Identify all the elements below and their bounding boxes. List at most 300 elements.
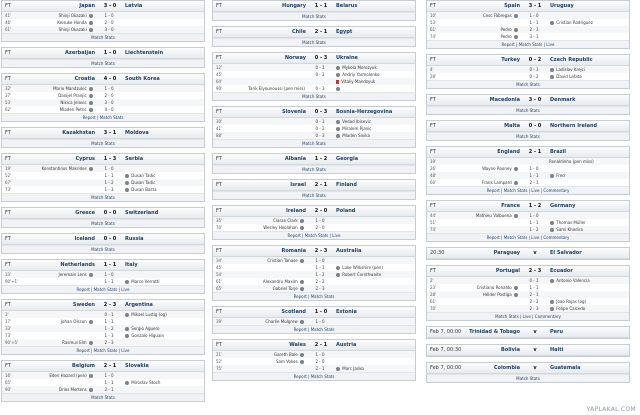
away-player-name: Vitaliy Mandzyuk — [341, 79, 376, 84]
away-team[interactable]: Switzerland — [125, 210, 159, 216]
away-team[interactable]: Uruguay — [550, 3, 574, 9]
match-header[interactable] — [2, 48, 204, 59]
event-row — [2, 332, 204, 339]
match-header[interactable] — [213, 107, 415, 118]
away-team[interactable]: Moldova — [125, 130, 149, 136]
match-header[interactable] — [427, 121, 629, 132]
home-team[interactable]: Israel — [290, 182, 306, 188]
away-team[interactable]: Georgia — [336, 156, 359, 162]
match-status: FT — [216, 182, 222, 188]
match-card — [1, 47, 205, 68]
away-player — [124, 186, 201, 193]
match-links[interactable]: Report | Match Stats | Live — [2, 346, 204, 354]
event-score: 1 - 1 — [529, 173, 539, 178]
away-player-name: Marco Verratti — [131, 279, 160, 284]
home-player-name: Hélder Postiga — [482, 292, 512, 297]
match-header[interactable] — [2, 234, 204, 245]
ball-icon — [300, 360, 304, 364]
event-minute: 64' — [216, 79, 223, 84]
home-team[interactable]: Malta — [504, 123, 520, 129]
home-team[interactable]: Scotland — [281, 309, 306, 315]
event-minute: 74' — [430, 34, 437, 39]
event-score: 1 - 0 — [529, 213, 539, 218]
event-minute: 52' — [216, 359, 223, 364]
match-header[interactable] — [2, 361, 204, 372]
event-row — [213, 78, 415, 85]
home-team[interactable]: England — [497, 149, 520, 155]
home-player — [442, 12, 519, 19]
home-player — [17, 339, 94, 346]
away-team[interactable]: Ecuador — [550, 268, 573, 274]
away-team[interactable]: Argentina — [125, 302, 153, 308]
home-player — [442, 291, 519, 298]
away-team[interactable]: Peru — [550, 329, 564, 335]
event-minute: 70' — [430, 306, 437, 311]
home-team[interactable]: Slovenia — [281, 109, 306, 115]
away-player-name: Sergio Aguero — [131, 326, 160, 331]
ball-icon — [550, 300, 554, 304]
event-score: 0 - 2 — [315, 126, 325, 131]
event-minute: 70' — [216, 225, 223, 230]
event-minute: 61' — [430, 299, 437, 304]
match-links[interactable]: Match Stats — [213, 92, 415, 100]
event-score: 1 - 0 — [315, 319, 325, 324]
match-links[interactable]: Report | Match Stats — [213, 372, 415, 380]
away-team[interactable]: Bosnia-Herzegovina — [336, 109, 393, 115]
ball-icon — [89, 374, 93, 378]
event-score: 2 - 1 — [529, 292, 539, 297]
event-score: 2 - 3 — [529, 306, 539, 311]
ball-icon — [125, 280, 129, 284]
match-header[interactable] — [2, 1, 204, 12]
match-status: FT — [430, 123, 436, 129]
away-player-name: Sami Khedira — [556, 227, 583, 232]
home-player-name: Rasmus Elm — [62, 340, 87, 345]
match-header[interactable] — [213, 246, 415, 257]
home-team[interactable]: Iceland — [74, 236, 95, 242]
match-header[interactable] — [2, 208, 204, 219]
away-team[interactable]: Northern Ireland — [550, 123, 598, 129]
home-team[interactable]: Albania — [284, 156, 306, 162]
event-row — [427, 12, 629, 19]
ball-icon — [125, 174, 129, 178]
away-team[interactable]: Liechtenstein — [125, 50, 164, 56]
match-links[interactable]: Match Stats — [427, 374, 629, 382]
match-score: 1 - 3 — [103, 156, 117, 162]
home-player — [17, 372, 94, 379]
match-status: FT — [5, 50, 11, 56]
match-status: FT — [5, 302, 11, 308]
event-score: 1 - 1 — [529, 285, 539, 290]
event-score: 0 - 3 — [315, 86, 325, 91]
match-card — [426, 120, 630, 141]
event-minute: 73' — [5, 333, 12, 338]
home-team[interactable]: Portugal — [495, 268, 520, 274]
event-score: 2 - 0 — [104, 93, 114, 98]
home-player-name: Charlie Mulgrew — [265, 319, 298, 324]
match-status: FT — [5, 3, 11, 9]
away-player-name: Dusan Tadic — [131, 180, 156, 185]
match-header[interactable] — [2, 128, 204, 139]
match-status: FT — [5, 363, 11, 369]
match-links[interactable]: Match Stats — [213, 191, 415, 199]
away-player — [124, 179, 201, 186]
away-player-name: Ladislav Krejci — [556, 67, 585, 72]
away-team[interactable]: Latvia — [125, 3, 143, 9]
home-team[interactable]: Ireland — [286, 208, 306, 214]
home-team[interactable]: Japan — [79, 3, 95, 9]
home-player-name: Tarik Elyounoussi (pen miss) — [248, 86, 305, 91]
ball-icon — [336, 120, 340, 124]
away-player — [549, 19, 626, 26]
event-row — [2, 271, 204, 278]
away-team[interactable]: El Salvador — [550, 250, 582, 256]
home-team[interactable]: Paraguay — [493, 250, 520, 256]
match-links[interactable]: Match Stats — [2, 245, 204, 253]
home-player — [17, 92, 94, 99]
match-links[interactable]: Match Stats — [213, 139, 415, 147]
event-score: 1 - 1 — [104, 380, 114, 385]
match-events — [2, 311, 204, 346]
match-status: FT — [216, 248, 222, 254]
event-score: 1 - 1 — [315, 265, 325, 270]
match-card — [1, 299, 205, 355]
event-row — [213, 257, 415, 264]
home-team[interactable]: Norway — [284, 55, 306, 61]
match-card — [1, 259, 205, 294]
event-minute: 51' — [430, 220, 437, 225]
event-row — [2, 386, 204, 393]
match-header[interactable] — [213, 154, 415, 165]
match-header[interactable] — [427, 327, 629, 338]
event-row — [213, 358, 415, 365]
match-links[interactable]: Match Stats — [427, 132, 629, 140]
match-links[interactable]: Report | Match Stats | Live — [427, 40, 629, 48]
away-player — [335, 64, 412, 71]
event-minute: 90' — [216, 86, 223, 91]
event-minute: 4' — [430, 67, 434, 72]
match-links[interactable]: Report | Match Stats | Live | Commentary — [427, 233, 629, 241]
away-team[interactable]: Serbia — [125, 156, 144, 162]
match-events — [427, 158, 629, 186]
match-header[interactable] — [427, 345, 629, 356]
home-player-name: Jeremain Lens — [58, 272, 87, 277]
away-player — [335, 132, 412, 139]
event-minute: 19' — [5, 166, 12, 171]
match-header[interactable] — [427, 1, 629, 12]
home-player-name: Keisuke Honda — [57, 20, 87, 25]
away-player-name: Luke Wilkshire (pen) — [342, 265, 383, 270]
away-team[interactable]: Ukraine — [336, 55, 358, 61]
event-score: 1 - 0 — [104, 13, 114, 18]
away-team[interactable]: Czech Republic — [550, 57, 593, 63]
match-events — [213, 118, 415, 139]
match-card — [426, 54, 630, 89]
away-player — [335, 264, 412, 271]
ball-icon — [89, 108, 93, 112]
match-card — [1, 0, 205, 42]
event-row — [2, 311, 204, 318]
match-card — [212, 205, 416, 240]
event-row — [213, 264, 415, 271]
ball-icon — [300, 219, 304, 223]
event-minute: 23' — [430, 285, 437, 290]
away-team[interactable]: Russia — [125, 236, 144, 242]
home-team[interactable]: Spain — [504, 3, 520, 9]
match-header[interactable] — [427, 201, 629, 212]
match-status: FT — [216, 208, 222, 214]
home-team[interactable]: Azerbaijan — [65, 50, 95, 56]
away-team[interactable]: Belarus — [336, 3, 358, 9]
match-header[interactable] — [2, 300, 204, 311]
match-header[interactable] — [427, 266, 629, 277]
home-team[interactable]: Chile — [291, 29, 306, 35]
away-player — [549, 305, 626, 312]
home-player-name: Shinji Okazaki — [58, 27, 87, 32]
match-events — [427, 66, 629, 80]
event-row — [427, 33, 629, 40]
event-row — [213, 125, 415, 132]
event-score: 1 - 0 — [529, 13, 539, 18]
home-player-name: Konstantinos Makrides — [41, 166, 87, 171]
match-status: FT — [430, 203, 436, 209]
match-header[interactable] — [2, 74, 204, 85]
match-score: 1 - 2 — [314, 156, 328, 162]
ball-icon — [514, 286, 518, 290]
match-status: FT — [216, 29, 222, 35]
match-score: v — [533, 347, 537, 353]
away-player-name: Mladen Sivika — [342, 133, 370, 138]
home-team[interactable]: Belgium — [72, 363, 95, 369]
event-minute: 12' — [216, 65, 223, 70]
event-score: 2 - 3 — [315, 286, 325, 291]
event-minute: 60' — [430, 180, 437, 185]
home-player — [17, 19, 94, 26]
match-status: 20:30 — [430, 250, 445, 256]
match-links[interactable]: Match Stats — [2, 219, 204, 227]
home-player — [17, 271, 94, 278]
home-team[interactable]: Turkey — [501, 57, 520, 63]
match-card — [212, 339, 416, 381]
away-team[interactable]: Italy — [125, 262, 138, 268]
away-team[interactable]: Haiti — [550, 347, 564, 353]
home-player — [442, 212, 519, 219]
match-header[interactable] — [2, 154, 204, 165]
home-team[interactable]: Croatia — [74, 76, 95, 82]
home-player — [17, 99, 94, 106]
match-score: 0 - 0 — [103, 236, 117, 242]
match-status: FT — [5, 236, 11, 242]
ball-icon — [550, 228, 554, 232]
event-score: 2 - 0 — [104, 20, 114, 25]
away-player-name: Thomas Müller — [556, 220, 586, 225]
away-player — [124, 311, 201, 318]
event-minute: 17' — [5, 319, 12, 324]
away-player-name: Fred — [556, 173, 565, 178]
home-player-name: Mathieu Valbuena — [475, 213, 512, 218]
match-header[interactable] — [213, 206, 415, 217]
match-score: 2 - 1 — [314, 182, 328, 188]
home-team[interactable]: Netherlands — [60, 262, 95, 268]
home-team[interactable]: Cyprus — [75, 156, 95, 162]
home-team[interactable]: Wales — [289, 342, 306, 348]
match-links[interactable]: Match Stats — [213, 12, 415, 20]
match-links[interactable]: Match Stats — [427, 106, 629, 114]
away-player — [335, 85, 412, 92]
match-links[interactable]: Report | Match Stats — [213, 292, 415, 300]
match-links[interactable]: Match Stats — [2, 33, 204, 41]
match-status: FT — [430, 3, 436, 9]
away-team[interactable]: Slovakia — [125, 363, 149, 369]
home-team[interactable]: France — [501, 203, 520, 209]
match-header[interactable] — [2, 260, 204, 271]
event-minute: 67' — [5, 180, 12, 185]
match-score: 2 - 3 — [528, 268, 542, 274]
match-links[interactable]: Match Stats — [213, 38, 415, 46]
match-links[interactable]: Report | Match Stats — [213, 325, 415, 333]
event-score: 1 - 2 — [104, 180, 114, 185]
event-score: 3 - 0 — [104, 100, 114, 105]
ball-icon — [300, 259, 304, 263]
match-card — [212, 245, 416, 301]
match-score: 0 - 0 — [528, 123, 542, 129]
match-header[interactable] — [427, 248, 629, 259]
away-team[interactable]: Egypt — [336, 29, 353, 35]
home-team[interactable]: Romania — [281, 248, 306, 254]
event-minute: 45' — [216, 265, 223, 270]
match-status: FT — [5, 130, 11, 136]
match-links[interactable]: Report | Match Stats — [2, 113, 204, 121]
home-player — [17, 85, 94, 92]
match-links[interactable]: Report | Match Stats | Live — [213, 231, 415, 239]
ball-icon — [550, 21, 554, 25]
event-row — [427, 219, 629, 226]
event-minute: 3' — [5, 312, 9, 317]
ball-icon — [514, 35, 518, 39]
home-player — [228, 257, 305, 264]
home-team[interactable]: Hungary — [282, 3, 306, 9]
match-header[interactable] — [427, 147, 629, 158]
match-events — [213, 64, 415, 92]
match-links[interactable]: Report | Match Stats | Live | Commentary — [427, 186, 629, 194]
match-links[interactable]: Match Stats — [213, 165, 415, 173]
match-status: FT — [5, 156, 11, 162]
match-status: FT — [430, 268, 436, 274]
home-team[interactable]: Macedonia — [489, 97, 520, 103]
match-status: Feb 7, 00:00 — [430, 365, 462, 371]
ball-icon — [300, 320, 304, 324]
match-header[interactable] — [213, 180, 415, 191]
away-player-name: Ronaldinho (pen miss) — [549, 159, 594, 164]
away-team[interactable]: Germany — [550, 203, 576, 209]
home-team[interactable]: Sweden — [72, 302, 95, 308]
ball-icon — [336, 266, 340, 270]
away-team[interactable]: Brazil — [550, 149, 566, 155]
away-player — [549, 298, 626, 305]
match-score: 1 - 0 — [314, 309, 328, 315]
home-player-name: Cristiano Ronaldo — [476, 285, 512, 290]
match-header[interactable] — [427, 95, 629, 106]
home-player — [17, 318, 94, 325]
ball-icon — [514, 293, 518, 297]
match-links[interactable]: Match Stats — [2, 59, 204, 67]
away-player — [124, 325, 201, 332]
event-score: 1 - 0 — [104, 373, 114, 378]
match-links[interactable]: Match Stats | Live | Commentary — [427, 312, 629, 320]
ball-icon — [89, 14, 93, 18]
away-team[interactable]: Estonia — [336, 309, 357, 315]
home-team[interactable]: Bolivia — [500, 347, 520, 353]
event-row — [2, 379, 204, 386]
match-card — [1, 153, 205, 202]
event-row — [427, 26, 629, 33]
ball-icon — [89, 28, 93, 32]
fixtures-column-right — [426, 0, 630, 388]
event-score: 0 - 2 — [315, 72, 325, 77]
away-player — [549, 219, 626, 226]
event-minute: 16' — [5, 373, 12, 378]
away-team[interactable]: Austria — [336, 342, 357, 348]
away-team[interactable]: Denmark — [550, 97, 576, 103]
event-score: 4 - 0 — [104, 107, 114, 112]
match-header[interactable] — [213, 1, 415, 12]
away-player — [549, 73, 626, 80]
match-header[interactable] — [427, 363, 629, 374]
match-card — [426, 94, 630, 115]
ball-icon — [550, 68, 554, 72]
event-row — [213, 71, 415, 78]
away-team[interactable]: Guatemala — [550, 365, 581, 371]
away-team[interactable]: Finland — [336, 182, 357, 188]
event-minute: 35' — [216, 218, 223, 223]
match-links[interactable]: Match Stats — [2, 139, 204, 147]
event-score: 0 - 3 — [315, 133, 325, 138]
match-header[interactable] — [213, 53, 415, 64]
match-links[interactable]: Match Stats — [2, 393, 204, 401]
home-player — [228, 285, 305, 292]
match-events — [2, 165, 204, 193]
match-status: FT — [5, 210, 11, 216]
match-links[interactable]: Match Stats — [2, 193, 204, 201]
match-card — [212, 306, 416, 334]
home-team[interactable]: Colombia — [493, 365, 520, 371]
event-minute: 53' — [430, 20, 437, 25]
home-player — [17, 386, 94, 393]
match-header[interactable] — [427, 55, 629, 66]
home-team[interactable]: Trinidad & Tobago — [469, 329, 520, 335]
match-score: 2 - 1 — [103, 363, 117, 369]
home-player — [228, 224, 305, 231]
match-header[interactable] — [213, 307, 415, 318]
away-team[interactable]: South Korea — [125, 76, 160, 82]
match-links[interactable]: Match Stats — [427, 80, 629, 88]
event-minute: 33' — [5, 326, 12, 331]
away-team[interactable]: Australia — [336, 248, 362, 254]
event-minute: 52' — [5, 173, 12, 178]
match-header[interactable] — [213, 27, 415, 38]
away-team[interactable]: Poland — [336, 208, 356, 214]
event-row — [2, 339, 204, 346]
home-player-name: Wesley Hoolahan — [263, 225, 298, 230]
match-links[interactable]: Report | Match Stats | Live — [2, 285, 204, 293]
match-events — [2, 12, 204, 33]
match-header[interactable] — [213, 340, 415, 351]
home-team[interactable]: Greece — [75, 210, 95, 216]
home-team[interactable]: Kazakhstan — [62, 130, 95, 136]
ball-icon — [514, 181, 518, 185]
home-player-name: Danijel Pranjic — [58, 93, 87, 98]
home-player-name: Dries Mertens — [58, 387, 87, 392]
